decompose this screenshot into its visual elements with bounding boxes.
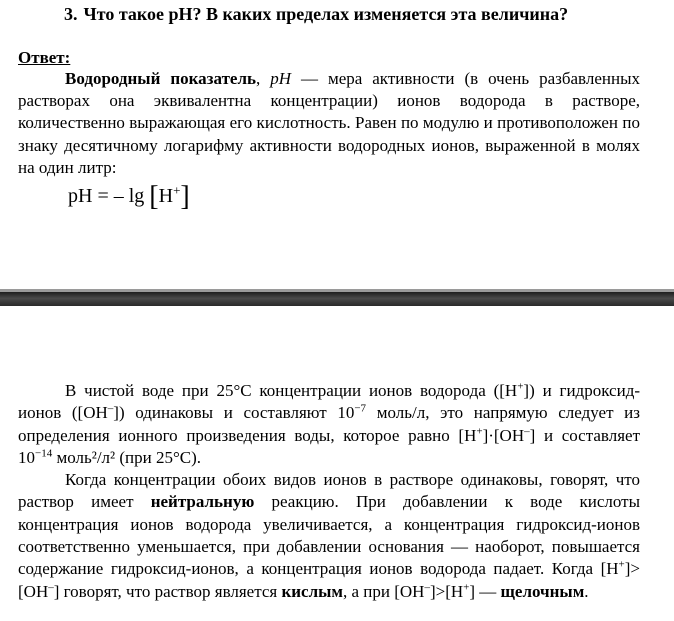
p3-bold-acidic: кислым xyxy=(281,581,343,601)
question-heading xyxy=(64,4,568,25)
p3-text-2: реакцию. При добавлении к воде кислоты концентрация ионов водорода увеличивается, а концентрация гидроксид-ионов соответственно уменьшается, при добавлении основания — наоборот, повышается содержание гидроксид-ионов, а концентрация ионов водорода падает. Когда [H xyxy=(18,492,640,579)
definition-text: — мера активности (в очень разбавленных растворах она эквивалентна концентрации) ионов водорода в растворе, количественно выражающая его кислотность. Равен по модулю и противоположен по знаку десятичному логарифму активности водородных ионов, выраженной в молях на один литр: xyxy=(18,69,640,177)
formula-open-bracket: [ xyxy=(149,181,159,212)
formula-lhs: pH xyxy=(68,185,93,207)
answer-label: Ответ: xyxy=(18,48,71,67)
p2-sup-6: −14 xyxy=(35,447,53,460)
p2-text-3: ]) одинаковы и составляют 10 xyxy=(113,403,355,423)
p3-sup-1: + xyxy=(618,558,625,571)
p3-text-7: ] — xyxy=(469,581,501,601)
p2-sup-3: −7 xyxy=(354,402,367,415)
p3-sup-4: + xyxy=(463,581,470,594)
p2-text-1: В чистой воде при 25°C концентрации ионов водорода ([H xyxy=(65,381,518,400)
p3-text-4: ] говорят, что раствор является xyxy=(53,581,282,601)
formula-charge: + xyxy=(173,182,181,198)
p3-text-8: . xyxy=(584,581,589,601)
formula-ion: H xyxy=(158,185,174,207)
p2-text-6: ] и составляет 10 xyxy=(18,425,640,467)
p3-text-6: ]>[H xyxy=(429,581,464,601)
p2-sup-4: + xyxy=(476,424,483,437)
p3-bold-neutral: нейтральную xyxy=(150,492,255,512)
page-divider xyxy=(0,292,674,306)
formula-close-bracket: ] xyxy=(180,181,190,212)
paragraph-reaction xyxy=(18,469,640,603)
p2-sup-2: – xyxy=(107,402,114,415)
definition-symbol: pH xyxy=(270,69,291,88)
formula-eq: = – lg xyxy=(97,185,145,207)
p2-text-4: моль/л, это напрямую следует из определения ионного произведения воды, которое равно [H xyxy=(18,403,640,445)
p2-sup-5: – xyxy=(524,424,530,437)
paragraph-pure-water xyxy=(18,380,640,469)
p3-text-1: Когда концентрации обоих видов ионов в растворе одинаковы, говорят, что раствор имеет xyxy=(18,470,640,512)
question-number: 3. xyxy=(64,4,78,24)
question-text: Что такое pH? В каких пределах изменяется эта величина? xyxy=(83,4,569,24)
p2-text-5: ]·[OH xyxy=(482,425,525,445)
ph-formula xyxy=(68,178,190,210)
definition-comma: , xyxy=(256,69,271,88)
p2-text-2: ]) и гидроксид-ионов ([OH xyxy=(18,381,641,423)
p3-text-3: ]>[OH xyxy=(18,559,640,601)
definition-paragraph xyxy=(18,68,640,179)
p2-text-7: моль²/л² (при 25°C). xyxy=(52,447,202,467)
p3-text-5: , а при [OH xyxy=(343,581,425,601)
p3-bold-alkaline: щелочным xyxy=(500,581,585,601)
p3-sup-3: – xyxy=(424,581,430,594)
body-text xyxy=(18,380,640,603)
definition-term: Водородный показатель xyxy=(65,69,256,88)
p2-sup-1: + xyxy=(517,380,524,393)
p3-sup-2: – xyxy=(48,581,54,594)
